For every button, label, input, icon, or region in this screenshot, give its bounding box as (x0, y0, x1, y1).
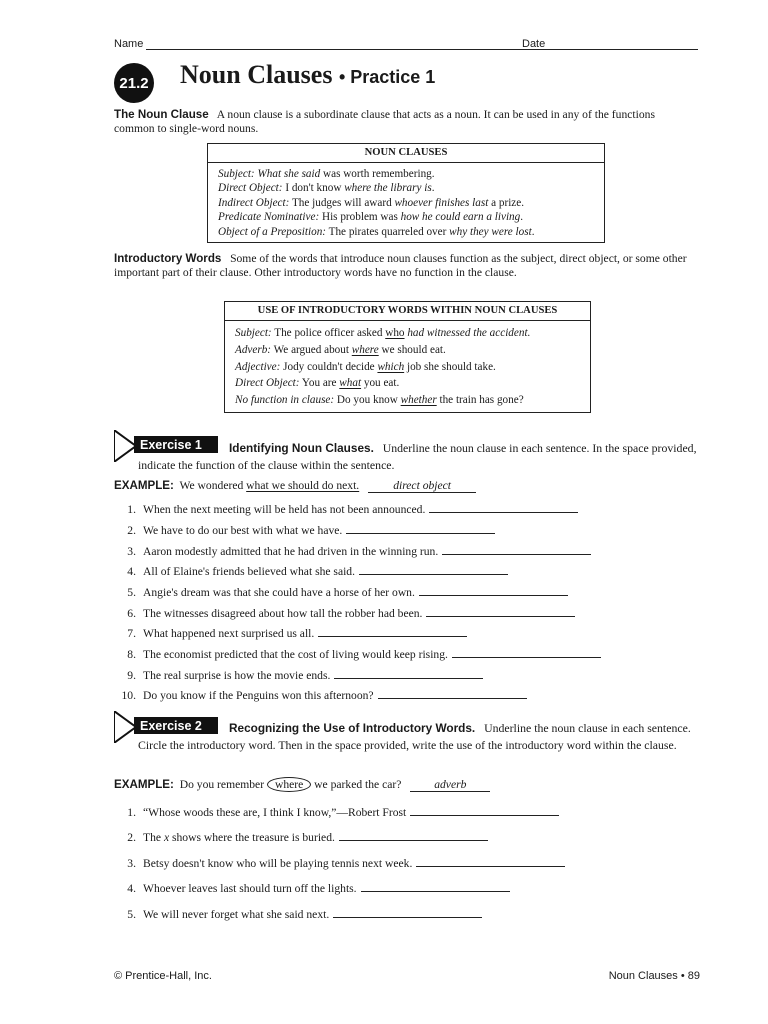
box-row: Subject: The police officer asked who had witnessed the accident. (235, 327, 531, 339)
exercise-1-tab-label: Exercise 1 (140, 438, 202, 452)
name-field[interactable] (146, 49, 620, 50)
list-item: 6. The witnesses disagreed about how tall the robber had been. (114, 604, 575, 620)
list-item: 2. We have to do our best with what we have. (114, 521, 495, 537)
answer-field[interactable] (429, 500, 578, 513)
exercise-2-example: EXAMPLE: Do you remember where we parked the car? adverb (114, 777, 490, 792)
list-item: 3. Betsy doesn't know who will be playing tennis next week. (114, 854, 565, 870)
box-row: Predicate Nominative: His problem was how he could earn a living. (218, 211, 524, 224)
list-item: 5. We will never forget what she said next. (114, 905, 482, 921)
answer-field[interactable] (410, 803, 559, 816)
exercise-2-title (138, 720, 698, 753)
answer-field[interactable] (452, 645, 601, 658)
introductory-words-box (224, 301, 591, 413)
noun-clauses-box (207, 143, 605, 243)
exercise-2-heading: Recognizing the Use of Introductory Words. (229, 721, 476, 735)
box-row: Subject: What she said was worth remembering. (218, 168, 435, 180)
list-item: 4. All of Elaine's friends believed what she said. (114, 562, 508, 578)
introductory-words-box-title: USE OF INTRODUCTORY WORDS WITHIN NOUN CLAUSES (225, 302, 590, 321)
box-row: Object of a Preposition: The pirates quarreled over why they were lost. (218, 225, 535, 238)
list-item: 10. Do you know if the Penguins won this afternoon? (114, 686, 527, 702)
list-item: 9. The real surprise is how the movie ends. (114, 666, 483, 682)
box-row: Adverb: We argued about where we should eat. (235, 343, 446, 356)
example-label: EXAMPLE: (114, 479, 174, 492)
example-answer: direct object (368, 479, 476, 493)
arrow-icon (114, 430, 136, 462)
answer-field[interactable] (361, 879, 510, 892)
example-answer: adverb (410, 778, 490, 792)
introductory-words-paragraph (114, 252, 694, 280)
introductory-words-box-body (225, 321, 590, 412)
introductory-words-heading: Introductory Words (114, 252, 222, 265)
answer-field[interactable] (339, 828, 488, 841)
example-clause: what we should do next. (246, 479, 360, 492)
answer-field[interactable] (318, 624, 467, 637)
title-text: Noun Clauses (180, 60, 333, 89)
exercise-1-instructions: Underline the noun clause in each sentence. In the space provided, indicate the function of the clause within the sentence. (138, 441, 697, 472)
noun-clause-heading: The Noun Clause (114, 108, 209, 121)
list-item: 7. What happened next surprised us all. (114, 624, 467, 640)
answer-field[interactable] (442, 542, 591, 555)
box-row: Direct Object: You are what you eat. (235, 377, 400, 390)
subtitle-text: • Practice 1 (338, 67, 436, 87)
list-item: 1. When the next meeting will be held has not been announced. (114, 500, 578, 516)
list-item: 8. The economist predicted that the cost of living would keep rising. (114, 645, 601, 661)
box-row: Adjective: Jody couldn't decide which job she should take. (235, 360, 496, 373)
answer-field[interactable] (346, 521, 495, 534)
exercise-1-title (138, 440, 698, 473)
answer-field[interactable] (426, 604, 575, 617)
noun-clauses-box-body (208, 163, 604, 242)
exercise-2-tab-label: Exercise 2 (140, 719, 202, 733)
noun-clauses-box-title: NOUN CLAUSES (208, 144, 604, 163)
noun-clause-text: A noun clause is a subordinate clause that acts as a noun. It can be used in any of the functions common to single-word nouns. (114, 108, 655, 135)
page-number: Noun Clauses • 89 (608, 970, 700, 982)
answer-field[interactable] (334, 666, 483, 679)
answer-field[interactable] (359, 562, 508, 575)
answer-field[interactable] (419, 583, 568, 596)
lesson-badge: 21.2 (114, 63, 154, 103)
exercise-2-instructions: Underline the noun clause in each sentence. Circle the introductory word. Then in the space provided, write the use of the introductory word within the clause. (138, 721, 691, 752)
copyright: © Prentice-Hall, Inc. (114, 970, 212, 982)
list-item: 2. The x shows where the treasure is buried. (114, 828, 488, 844)
date-label: Date (522, 38, 546, 50)
name-label: Name (114, 38, 144, 50)
answer-field[interactable] (416, 854, 565, 867)
page-title (180, 60, 435, 90)
example-label: EXAMPLE: (114, 778, 174, 791)
exercise-1-heading: Identifying Noun Clauses. (229, 441, 374, 455)
arrow-icon (114, 711, 136, 743)
box-row: Direct Object: I don't know where the library is. (218, 182, 435, 195)
list-item: 4. Whoever leaves last should turn off the lights. (114, 879, 510, 895)
answer-field[interactable] (378, 686, 527, 699)
list-item: 1. “Whose woods these are, I think I know,”—Robert Frost (114, 803, 559, 819)
box-row: No function in clause: Do you know whether the train has gone? (235, 394, 524, 407)
list-item: 5. Angie's dream was that she could have a horse of her own. (114, 583, 568, 599)
noun-clause-paragraph (114, 108, 694, 136)
exercise-1-example: EXAMPLE: We wondered what we should do next. direct object (114, 479, 476, 493)
date-field[interactable] (550, 49, 698, 50)
list-item: 3. Aaron modestly admitted that he had driven in the winning run. (114, 542, 591, 558)
box-row: Indirect Object: The judges will award whoever finishes last a prize. (218, 196, 525, 209)
answer-field[interactable] (333, 905, 482, 918)
circled-word: where (267, 777, 311, 792)
name-date-row (114, 38, 698, 54)
introductory-words-text: Some of the words that introduce noun clauses function as the subject, direct object, or some other important part of their clause. Other introductory words have no function in the clause. (114, 252, 687, 279)
